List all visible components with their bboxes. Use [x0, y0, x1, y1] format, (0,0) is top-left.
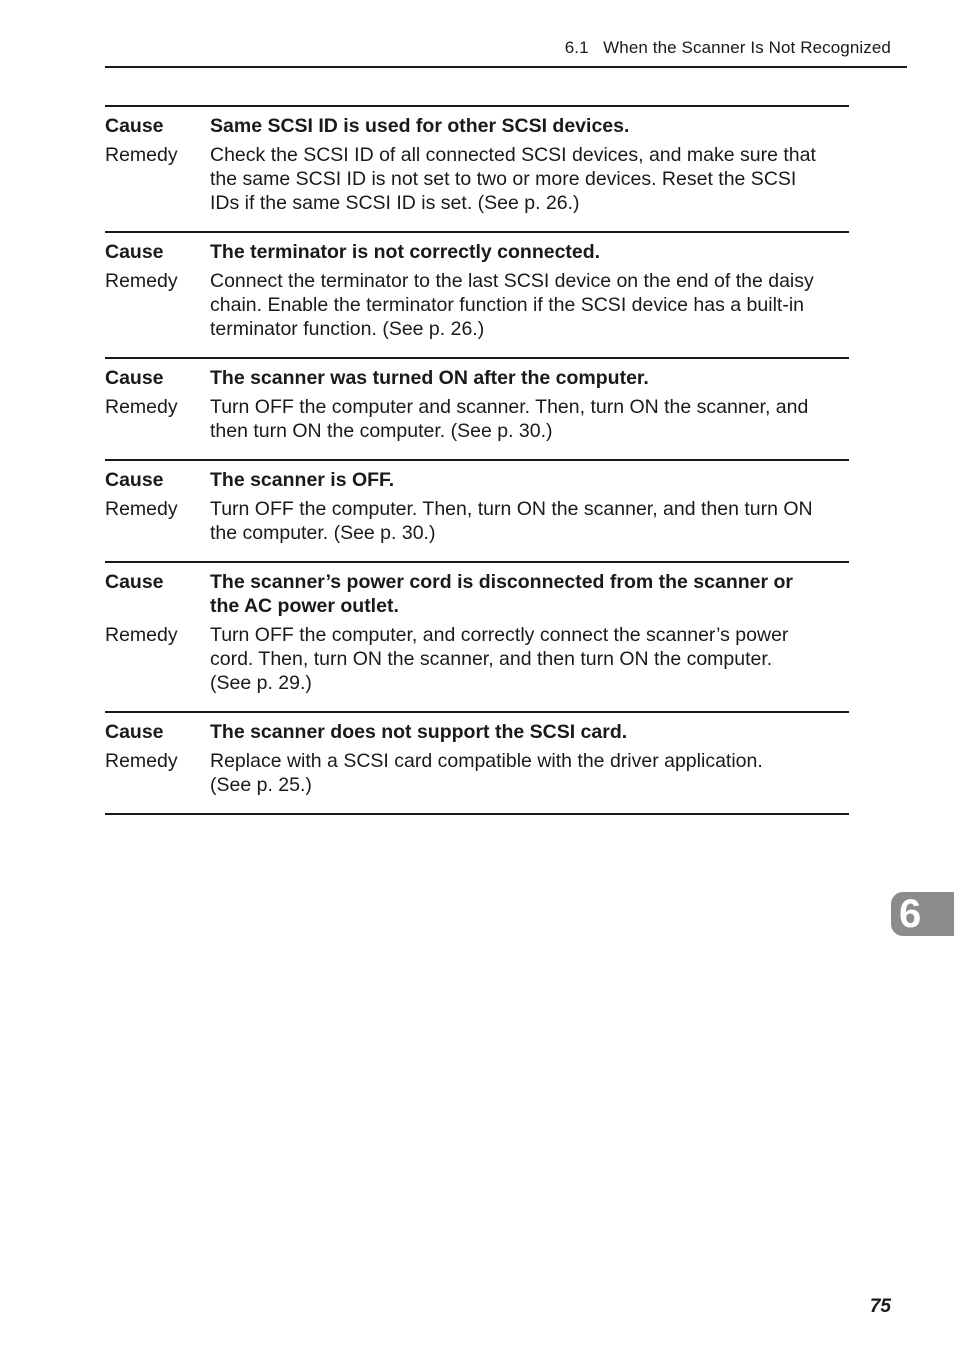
page-number: 75 [869, 1296, 891, 1317]
remedy-text [210, 497, 849, 545]
cause-remedy-entry [105, 231, 849, 357]
remedy-row [105, 395, 849, 443]
cause-text [210, 570, 849, 618]
remedy-line: Turn OFF the computer. Then, turn ON the scanner, and then turn ON [210, 498, 813, 520]
remedy-row [105, 143, 849, 215]
chapter-tab: 6 [891, 892, 954, 936]
remedy-label: Remedy [105, 624, 178, 646]
cause-remedy-entry [105, 459, 849, 561]
remedy-text [210, 395, 849, 443]
cause-label: Cause [105, 469, 164, 491]
cause-remedy-entry [105, 561, 849, 711]
remedy-line: chain. Enable the terminator function if the SCSI device has a built-in [210, 294, 804, 316]
remedy-line: (See p. 29.) [210, 672, 312, 694]
cause-text: The scanner does not support the SCSI card. [210, 721, 628, 743]
cause-line: The scanner’s power cord is disconnected from the scanner or [210, 571, 793, 593]
remedy-label: Remedy [105, 498, 178, 520]
remedy-line: Replace with a SCSI card compatible with the driver application. [210, 750, 763, 772]
remedy-line: cord. Then, turn ON the scanner, and then turn ON the computer. [210, 648, 773, 670]
remedy-line: IDs if the same SCSI ID is set. (See p. 26.) [210, 192, 580, 214]
cause-line: the AC power outlet. [210, 595, 399, 617]
cause-row [105, 720, 849, 744]
cause-text: The scanner was turned ON after the computer. [210, 367, 649, 389]
cause-remedy-entry [105, 105, 849, 231]
cause-row [105, 366, 849, 390]
cause-label: Cause [105, 115, 164, 137]
cause-text: The terminator is not correctly connected. [210, 241, 601, 263]
remedy-line: Check the SCSI ID of all connected SCSI devices, and make sure that [210, 144, 816, 166]
cause-label: Cause [105, 367, 164, 389]
remedy-row [105, 269, 849, 341]
remedy-line: then turn ON the computer. (See p. 30.) [210, 420, 553, 442]
remedy-line: terminator function. (See p. 26.) [210, 318, 485, 340]
cause-remedy-entry [105, 711, 849, 815]
cause-label: Cause [105, 241, 164, 263]
cause-remedy-entry [105, 357, 849, 459]
running-header: 6.1 When the Scanner Is Not Recognized [564, 38, 891, 57]
remedy-text [210, 749, 849, 797]
remedy-text [210, 269, 849, 341]
cause-text: The scanner is OFF. [210, 469, 395, 491]
remedy-line: Turn OFF the computer, and correctly connect the scanner’s power [210, 624, 789, 646]
cause-label: Cause [105, 721, 164, 743]
cause-label: Cause [105, 571, 164, 593]
remedy-text [210, 623, 849, 695]
remedy-line: Turn OFF the computer and scanner. Then, turn ON the scanner, and [210, 396, 809, 418]
remedy-line: the same SCSI ID is not set to two or more devices. Reset the SCSI [210, 168, 797, 190]
remedy-label: Remedy [105, 144, 178, 166]
remedy-line: (See p. 25.) [210, 774, 312, 796]
header-rule [105, 66, 907, 68]
cause-row [105, 468, 849, 492]
cause-remedy-list [105, 105, 849, 815]
remedy-row [105, 749, 849, 797]
remedy-text [210, 143, 849, 215]
cause-text: Same SCSI ID is used for other SCSI devices. [210, 115, 630, 137]
cause-row [105, 114, 849, 138]
remedy-row [105, 497, 849, 545]
remedy-label: Remedy [105, 750, 178, 772]
remedy-label: Remedy [105, 396, 178, 418]
cause-row [105, 240, 849, 264]
remedy-label: Remedy [105, 270, 178, 292]
remedy-row [105, 623, 849, 695]
remedy-line: the computer. (See p. 30.) [210, 522, 436, 544]
cause-row [105, 570, 849, 618]
remedy-line: Connect the terminator to the last SCSI device on the end of the daisy [210, 270, 814, 292]
